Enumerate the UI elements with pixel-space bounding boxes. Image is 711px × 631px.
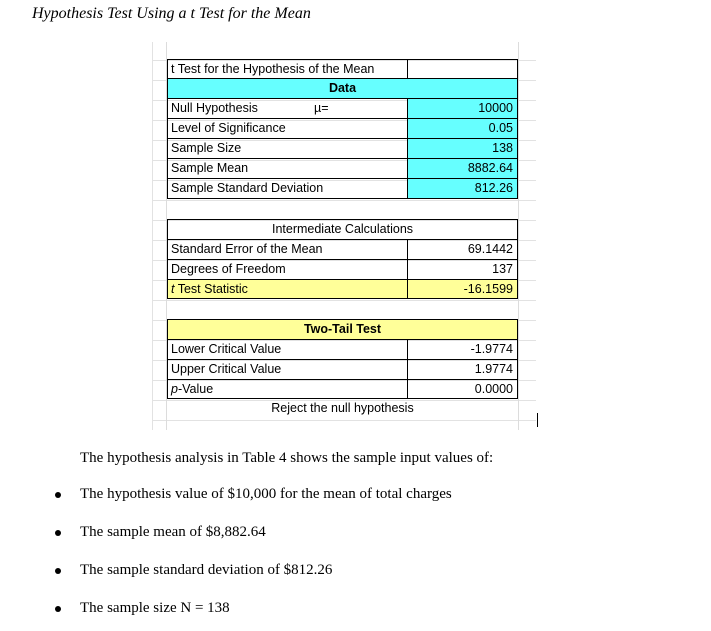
two-tail-header: Two-Tail Test <box>303 322 382 336</box>
t-statistic-value: -16.1599 <box>463 282 513 296</box>
sample-sd-label: Sample Standard Deviation <box>168 179 408 198</box>
bullet-item-4: The sample size N = 138 <box>80 600 230 616</box>
data-header: Data <box>328 81 357 95</box>
sample-mean-value: 8882.64 <box>408 159 517 178</box>
two-tail-header-row <box>167 319 518 339</box>
conclusion-text: Reject the null hypothesis <box>271 401 414 415</box>
upper-critical-value: 1.9774 <box>474 362 513 376</box>
intermediate-header: Intermediate Calculations <box>271 222 414 236</box>
std-error-label: Standard Error of the Mean <box>168 240 408 259</box>
table-title-row <box>167 59 518 79</box>
sample-mean-label: Sample Mean <box>168 159 408 178</box>
mu-symbol: µ= <box>314 101 329 115</box>
upper-critical-label: Upper Critical Value <box>168 360 408 379</box>
p-value-label: p-Value <box>168 380 408 398</box>
p-value-value: 0.0000 <box>474 382 513 396</box>
table-row <box>167 99 518 119</box>
table-row <box>167 359 518 379</box>
sample-size-label: Sample Size <box>168 139 408 158</box>
intro-paragraph: The hypothesis analysis in Table 4 shows the sample input values of: <box>80 450 494 466</box>
table-row <box>167 159 518 179</box>
table-row <box>167 239 518 259</box>
bullet-dot-icon <box>55 530 61 536</box>
conclusion-row <box>167 399 518 419</box>
bullet-dot-icon <box>55 492 61 498</box>
sample-size-value: 138 <box>408 139 517 158</box>
significance-label: Level of Significance <box>168 119 408 138</box>
text-cursor <box>537 413 538 427</box>
table-title: t Test for the Hypothesis of the Mean <box>168 60 408 78</box>
bullet-item-3: The sample standard deviation of $812.26 <box>80 562 333 578</box>
significance-value: 0.05 <box>408 119 517 138</box>
t-statistic-label: t Test Statistic <box>168 280 408 298</box>
table-row <box>167 259 518 279</box>
table-row <box>167 179 518 199</box>
null-hypothesis-value: 10000 <box>408 99 517 118</box>
lower-critical-value: -1.9774 <box>470 342 513 356</box>
table-row <box>167 279 518 299</box>
std-error-value: 69.1442 <box>467 242 513 256</box>
table-row <box>167 139 518 159</box>
intermediate-header-row <box>167 219 518 239</box>
dof-label: Degrees of Freedom <box>168 260 408 279</box>
data-header-row <box>167 79 518 99</box>
table-row <box>167 119 518 139</box>
bullet-dot-icon <box>55 568 61 574</box>
p-italic: p <box>171 382 178 396</box>
t-italic: t <box>171 282 175 296</box>
dof-value: 137 <box>492 262 513 276</box>
bullet-dot-icon <box>55 606 61 612</box>
document-heading: Hypothesis Test Using a t Test for the Mean <box>32 5 311 22</box>
null-hypothesis-label: Null Hypothesis <box>171 101 258 115</box>
bullet-item-2: The sample mean of $8,882.64 <box>80 524 266 540</box>
bullet-item-1: The hypothesis value of $10,000 for the mean of total charges <box>80 486 452 502</box>
sample-sd-value: 812.26 <box>408 179 517 198</box>
table-row <box>167 339 518 359</box>
lower-critical-label: Lower Critical Value <box>168 340 408 359</box>
table-row <box>167 379 518 399</box>
